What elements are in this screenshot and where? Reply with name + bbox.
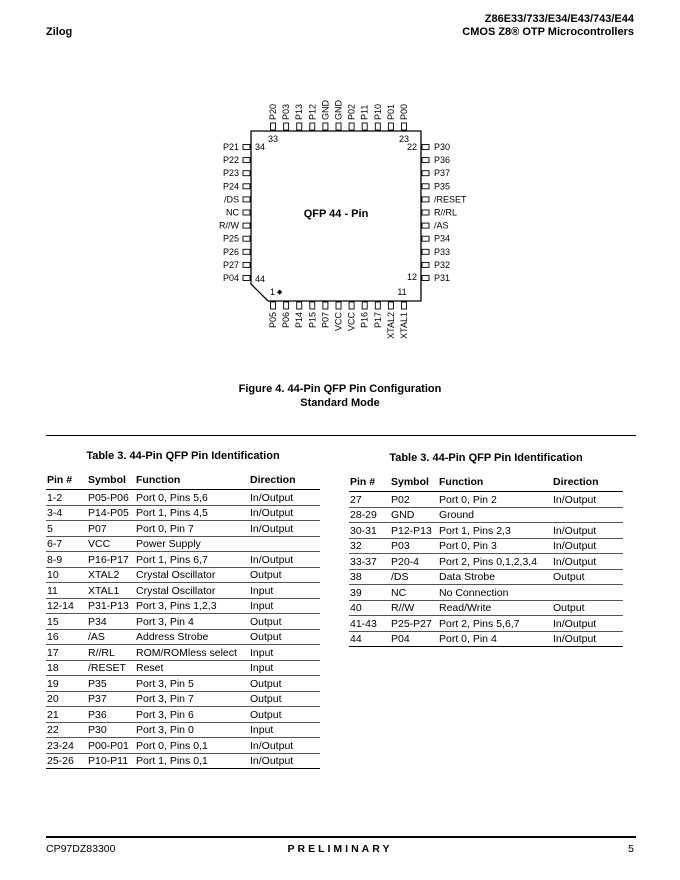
pin-pad	[422, 145, 429, 150]
pin-pad	[271, 123, 276, 130]
pin-pad	[422, 236, 429, 241]
pin-label: P35	[434, 181, 451, 192]
cell-direction: In/Output	[250, 753, 320, 769]
pin-pad	[310, 123, 315, 130]
cell-pin: 33-37	[349, 554, 391, 570]
pin-pad	[243, 158, 250, 163]
cell-symbol: P20-4	[391, 554, 439, 570]
pin-label: P04	[222, 273, 239, 283]
pin-label: P36	[434, 155, 451, 166]
cell-function: Port 0, Pin 7	[136, 521, 250, 537]
cell-function: Port 2, Pins 5,6,7	[439, 616, 553, 632]
cell-pin: 20	[46, 691, 88, 707]
cell-function: Port 3, Pin 4	[136, 614, 250, 630]
pin-pad	[243, 197, 250, 202]
right-pin-row	[422, 142, 467, 283]
cell-pin: 28-29	[349, 507, 391, 523]
table-row	[46, 753, 320, 769]
package-label: QFP 44 - Pin	[303, 208, 369, 220]
page-number: 5	[628, 843, 634, 855]
pin-label: P12	[307, 103, 318, 120]
cell-function: Address Strobe	[136, 629, 250, 645]
table-row	[349, 507, 623, 523]
table-row	[349, 523, 623, 539]
cell-direction: In/Output	[553, 523, 623, 539]
pin-pad	[271, 302, 276, 309]
cell-pin: 27	[349, 492, 391, 508]
table-row	[46, 505, 320, 521]
cell-direction: In/Output	[250, 490, 320, 506]
table-row	[349, 492, 623, 508]
pin-label: R//RL	[434, 207, 458, 218]
cell-direction: In/Output	[250, 505, 320, 521]
qfp-pin-diagram	[0, 0, 680, 370]
top-pin-row	[268, 100, 409, 131]
pin-label: VCC	[346, 312, 357, 332]
pin-pad	[388, 123, 393, 130]
cell-direction: Input	[250, 645, 320, 661]
cell-direction: Input	[250, 598, 320, 614]
cell-function: Port 0, Pin 2	[439, 492, 553, 508]
cell-symbol: R//RL	[88, 645, 136, 661]
cell-pin: 11	[46, 583, 88, 599]
cell-pin: 38	[349, 569, 391, 585]
cell-symbol: P36	[88, 707, 136, 723]
figure-caption-subtitle: Standard Mode	[300, 397, 380, 409]
pin1-marker-icon: ◆	[277, 289, 283, 296]
pin-pad	[243, 249, 250, 254]
cell-direction: In/Output	[553, 616, 623, 632]
pin-label: P16	[359, 312, 370, 329]
cell-function: Port 0, Pin 3	[439, 538, 553, 554]
table-row	[349, 554, 623, 570]
table-row	[46, 645, 320, 661]
cell-direction: In/Output	[250, 738, 320, 754]
col-header-function: Function	[439, 473, 553, 492]
pin-label: P21	[222, 142, 239, 152]
pin-label: XTAL1	[399, 312, 409, 339]
cell-function: Port 2, Pins 0,1,2,3,4	[439, 554, 553, 570]
pin-pad	[323, 123, 328, 130]
pin-label: P24	[222, 181, 239, 192]
cell-direction: Output	[553, 600, 623, 616]
col-header-direction: Direction	[553, 473, 623, 492]
table-row	[349, 600, 623, 616]
cell-pin: 32	[349, 538, 391, 554]
pin-table-left	[46, 450, 320, 769]
table-row	[46, 521, 320, 537]
pin-label: P33	[434, 246, 451, 257]
pin-label: VCC	[333, 312, 344, 332]
table-title: Table 3. 44-Pin QFP Pin Identification	[389, 452, 583, 464]
pin-pad	[422, 197, 429, 202]
cell-direction: In/Output	[553, 554, 623, 570]
pin-pad	[243, 276, 250, 281]
table-body	[349, 492, 623, 647]
table-row	[46, 598, 320, 614]
pin-pad	[349, 302, 354, 309]
table-row	[46, 614, 320, 630]
pin-pad	[402, 123, 407, 130]
pin-label: NC	[226, 207, 239, 218]
table-row	[46, 552, 320, 568]
pin-pad	[422, 184, 429, 189]
pin-number-1: 1	[270, 287, 276, 297]
left-pin-row	[219, 142, 250, 283]
cell-pin: 19	[46, 676, 88, 692]
pin-label: P14	[294, 312, 305, 329]
pin-label: GND	[320, 100, 331, 120]
col-header-symbol: Symbol	[391, 473, 439, 492]
pin-number-34: 34	[255, 142, 266, 152]
cell-function: Ground	[439, 507, 553, 523]
company-name: Zilog	[46, 26, 73, 38]
pin-number-11: 11	[397, 287, 407, 297]
cell-function: No Connection	[439, 585, 553, 601]
pin-pad	[362, 302, 367, 309]
table-row	[46, 490, 320, 506]
pin-label: P25	[222, 233, 239, 244]
pin-pad	[243, 262, 250, 267]
cell-symbol: GND	[391, 507, 439, 523]
cell-symbol: P00-P01	[88, 738, 136, 754]
cell-pin: 30-31	[349, 523, 391, 539]
pin-label: P01	[385, 103, 396, 120]
cell-function: Port 3, Pin 6	[136, 707, 250, 723]
cell-symbol: XTAL1	[88, 583, 136, 599]
pin-number-23: 23	[398, 134, 410, 144]
pin-label: GND	[333, 100, 344, 120]
cell-direction: Output	[250, 629, 320, 645]
cell-direction	[250, 536, 320, 552]
cell-symbol: P34	[88, 614, 136, 630]
cell-function: ROM/ROMless select	[136, 645, 250, 661]
cell-direction: Output	[553, 569, 623, 585]
cell-symbol: /AS	[88, 629, 136, 645]
pin-pad	[323, 302, 328, 309]
pin-label: P37	[434, 168, 451, 179]
cell-direction	[553, 507, 623, 523]
cell-direction: Output	[250, 707, 320, 723]
table-row	[46, 676, 320, 692]
cell-symbol: P10-P11	[88, 753, 136, 769]
cell-direction: Input	[250, 583, 320, 599]
table-row	[349, 616, 623, 632]
pin-label: P15	[307, 312, 318, 329]
cell-symbol: P02	[391, 492, 439, 508]
cell-pin: 18	[46, 660, 88, 676]
pin-label: P05	[268, 312, 278, 329]
cell-symbol: P37	[88, 691, 136, 707]
cell-pin: 6-7	[46, 536, 88, 552]
cell-pin: 8-9	[46, 552, 88, 568]
table-body	[46, 490, 320, 769]
preliminary-label: PRELIMINARY	[287, 843, 393, 855]
table-row	[46, 583, 320, 599]
cell-direction: Output	[250, 614, 320, 630]
cell-symbol: /DS	[391, 569, 439, 585]
table-row	[349, 538, 623, 554]
cell-function: Port 0, Pin 4	[439, 631, 553, 647]
cell-function: Reset	[136, 660, 250, 676]
cell-pin: 17	[46, 645, 88, 661]
cell-function: Power Supply	[136, 536, 250, 552]
pin-pad	[284, 302, 289, 309]
pin-number-12: 12	[406, 272, 417, 282]
pin-label: P22	[222, 155, 239, 166]
cell-function: Port 3, Pin 7	[136, 691, 250, 707]
pin-number-33: 33	[267, 134, 279, 144]
pin-label: P00	[399, 103, 409, 120]
pin-label: R//W	[219, 220, 239, 231]
pin-pad	[388, 302, 393, 309]
pin-table-right	[349, 452, 623, 647]
cell-function: Crystal Oscillator	[136, 583, 250, 599]
pin-label: P26	[222, 246, 239, 257]
table-row	[46, 738, 320, 754]
cell-direction: In/Output	[250, 521, 320, 537]
cell-direction: In/Output	[553, 538, 623, 554]
col-header-pin: Pin #	[46, 471, 88, 490]
table-row	[349, 631, 623, 647]
pin-pad	[422, 262, 429, 267]
cell-function: Port 3, Pin 0	[136, 722, 250, 738]
cell-function: Data Strobe	[439, 569, 553, 585]
pin-label: /DS	[223, 194, 239, 205]
pin-label: P20	[268, 103, 278, 120]
pin-pad	[336, 302, 341, 309]
cell-function: Port 0, Pins 0,1	[136, 738, 250, 754]
pin-pad	[422, 223, 429, 228]
cell-pin: 39	[349, 585, 391, 601]
pin-pad	[310, 302, 315, 309]
cell-symbol: P07	[88, 521, 136, 537]
table-row	[46, 707, 320, 723]
cell-pin: 21	[46, 707, 88, 723]
cell-direction: In/Output	[553, 492, 623, 508]
cell-pin: 1-2	[46, 490, 88, 506]
pin-label: /RESET	[434, 194, 467, 205]
table-title: Table 3. 44-Pin QFP Pin Identification	[86, 450, 280, 462]
cell-symbol: P04	[391, 631, 439, 647]
table-row	[349, 569, 623, 585]
pin-label: P03	[281, 103, 292, 120]
pin-pad	[284, 123, 289, 130]
table-row	[46, 691, 320, 707]
pin-pad	[349, 123, 354, 130]
pin-pad	[422, 158, 429, 163]
cell-symbol: P16-P17	[88, 552, 136, 568]
cell-pin: 44	[349, 631, 391, 647]
pin-pad	[375, 302, 380, 309]
table-row	[349, 585, 623, 601]
cell-function: Port 0, Pins 5,6	[136, 490, 250, 506]
cell-pin: 12-14	[46, 598, 88, 614]
pin-pad	[422, 171, 429, 176]
pin-pad	[362, 123, 367, 130]
pin-label: P07	[320, 312, 331, 329]
pin-label: P27	[222, 259, 239, 270]
cell-pin: 22	[46, 722, 88, 738]
section-divider	[46, 435, 636, 436]
cell-function: Port 3, Pin 5	[136, 676, 250, 692]
cell-symbol: P03	[391, 538, 439, 554]
pin-label: P31	[434, 273, 451, 283]
document-number: CP97DZ83300	[46, 843, 116, 855]
pin-pad	[297, 123, 302, 130]
pin-pad	[422, 276, 429, 281]
cell-function: Read/Write	[439, 600, 553, 616]
cell-function: Port 1, Pins 0,1	[136, 753, 250, 769]
cell-symbol: P25-P27	[391, 616, 439, 632]
cell-symbol: P31-P13	[88, 598, 136, 614]
pin-pad	[297, 302, 302, 309]
cell-symbol: NC	[391, 585, 439, 601]
pin-pad	[422, 249, 429, 254]
table-row	[46, 722, 320, 738]
pin-label: P11	[359, 104, 370, 120]
cell-pin: 5	[46, 521, 88, 537]
part-numbers: Z86E33/733/E34/E43/743/E44	[484, 13, 634, 25]
col-header-pin: Pin #	[349, 473, 391, 492]
pin-label: P23	[222, 168, 239, 179]
cell-function: Port 1, Pins 2,3	[439, 523, 553, 539]
cell-symbol: P30	[88, 722, 136, 738]
cell-symbol: P14-P05	[88, 505, 136, 521]
col-header-function: Function	[136, 471, 250, 490]
pin-label: P32	[434, 259, 451, 270]
pin-label: P30	[434, 142, 451, 152]
cell-pin: 25-26	[46, 753, 88, 769]
cell-direction: In/Output	[250, 552, 320, 568]
pin-pad	[243, 223, 250, 228]
pin-label: /AS	[434, 220, 449, 231]
cell-pin: 3-4	[46, 505, 88, 521]
cell-symbol: VCC	[88, 536, 136, 552]
pin-pad	[402, 302, 407, 309]
pin-label: P06	[281, 312, 292, 329]
cell-direction: Output	[250, 691, 320, 707]
pin-pad	[243, 171, 250, 176]
pin-pad	[336, 123, 341, 130]
pin-label: P34	[434, 233, 451, 244]
cell-symbol: R//W	[391, 600, 439, 616]
cell-pin: 40	[349, 600, 391, 616]
pin-number-44: 44	[255, 274, 266, 284]
cell-symbol: P12-P13	[391, 523, 439, 539]
pin-pad	[375, 123, 380, 130]
cell-pin: 10	[46, 567, 88, 583]
pin-pad	[243, 184, 250, 189]
pin-label: P02	[346, 103, 357, 120]
pin-label: P17	[372, 312, 383, 329]
cell-direction: Input	[250, 722, 320, 738]
col-header-direction: Direction	[250, 471, 320, 490]
cell-pin: 41-43	[349, 616, 391, 632]
cell-function: Port 3, Pins 1,2,3	[136, 598, 250, 614]
pin-pad	[243, 145, 250, 150]
pin-pad	[243, 236, 250, 241]
pin-pad	[243, 210, 250, 215]
pin-label: XTAL2	[385, 312, 396, 339]
col-header-symbol: Symbol	[88, 471, 136, 490]
pin-label: P13	[294, 103, 305, 120]
pin-label: P10	[372, 103, 383, 120]
table-row	[46, 567, 320, 583]
cell-symbol: /RESET	[88, 660, 136, 676]
cell-direction: Output	[250, 567, 320, 583]
table-row	[46, 536, 320, 552]
pin-pad	[422, 210, 429, 215]
cell-direction	[553, 585, 623, 601]
table-row	[46, 629, 320, 645]
figure-caption-title: Figure 4. 44-Pin QFP Pin Configuration	[238, 383, 442, 395]
cell-symbol: P05-P06	[88, 490, 136, 506]
cell-pin: 23-24	[46, 738, 88, 754]
product-name: CMOS Z8® OTP Microcontrollers	[462, 26, 634, 38]
cell-pin: 15	[46, 614, 88, 630]
footer-rule	[46, 836, 636, 838]
table-header-row	[349, 473, 623, 492]
cell-direction: Input	[250, 660, 320, 676]
cell-symbol: P35	[88, 676, 136, 692]
figure-caption	[0, 382, 680, 410]
cell-direction: Output	[250, 676, 320, 692]
cell-function: Crystal Oscillator	[136, 567, 250, 583]
cell-pin: 16	[46, 629, 88, 645]
pin-number-22: 22	[406, 142, 417, 152]
cell-function: Port 1, Pins 6,7	[136, 552, 250, 568]
cell-symbol: XTAL2	[88, 567, 136, 583]
bottom-pin-row	[268, 302, 409, 339]
table-row	[46, 660, 320, 676]
cell-direction: In/Output	[553, 631, 623, 647]
cell-function: Port 1, Pins 4,5	[136, 505, 250, 521]
table-header-row	[46, 471, 320, 490]
